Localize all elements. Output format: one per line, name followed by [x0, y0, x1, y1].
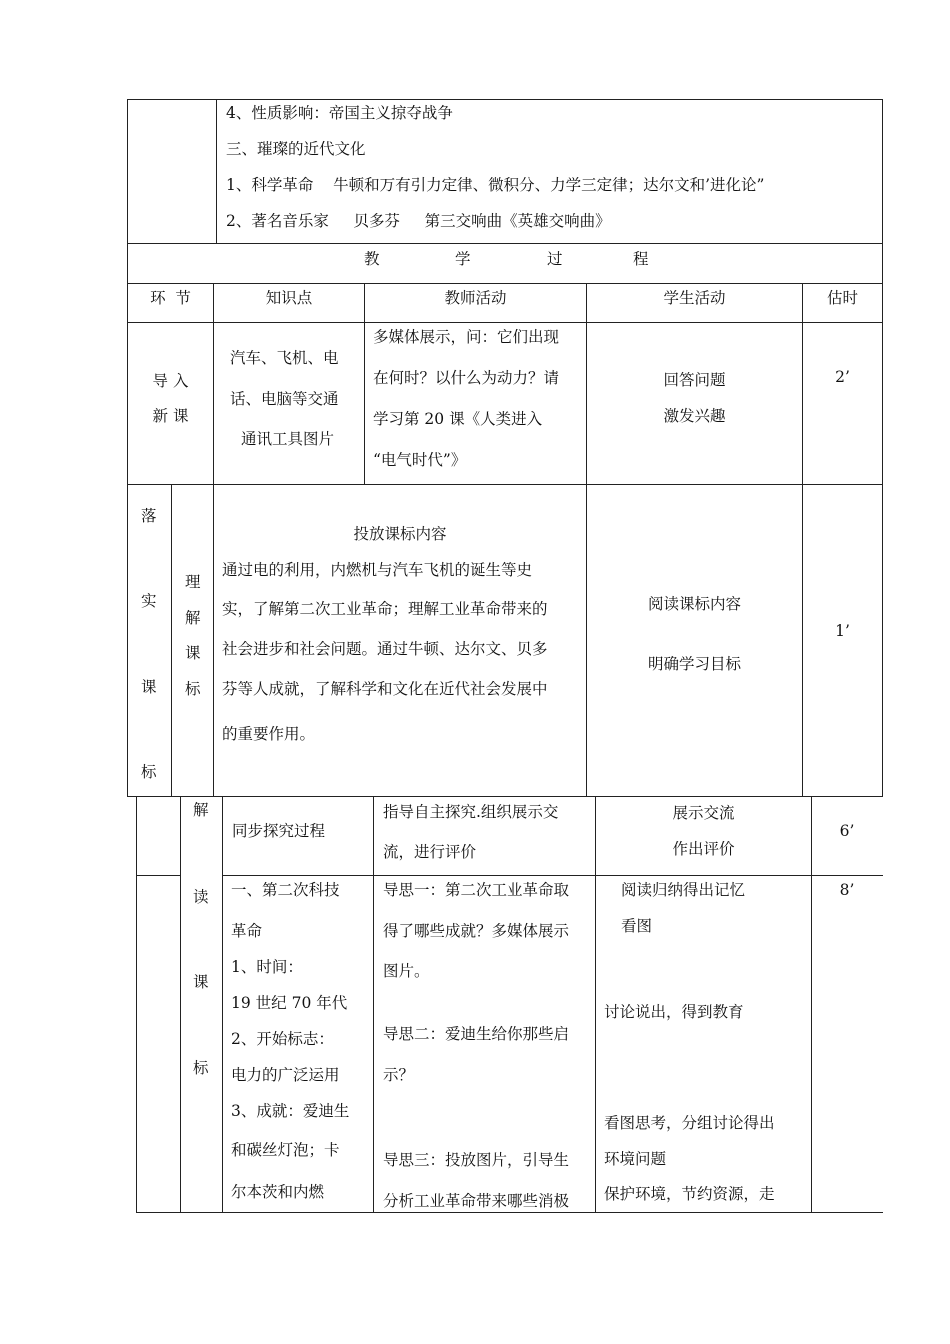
intro-knowledge-line: 汽车、飞机、电	[230, 349, 339, 367]
divider	[222, 875, 883, 876]
intro-student-line: 回答问题	[663, 371, 726, 389]
standard-outer-char: 标	[141, 763, 157, 781]
intro-teacher-line: “电气时代”》	[373, 451, 467, 469]
intro-teacher-line: 多媒体展示，问：它们出现	[373, 328, 560, 346]
divider	[180, 796, 181, 1213]
revolution-knowledge-line: 革命	[231, 922, 263, 940]
header-knowledge: 知识点	[265, 289, 313, 307]
explore-inner-char: 课	[193, 973, 209, 991]
header-stage: 环 节	[150, 289, 191, 307]
standard-student-line: 明确学习目标	[647, 655, 741, 673]
divider	[136, 796, 137, 1213]
standard-outer-char: 实	[141, 592, 157, 610]
revolution-knowledge-line: 3、成就：爱迪生	[231, 1102, 350, 1120]
intro-time: 2’	[835, 368, 850, 386]
revolution-knowledge-line: 2、开始标志：	[231, 1030, 334, 1048]
revolution-teacher-line: 导思三：投放图片，引导生	[383, 1151, 570, 1169]
intro-stage: 导 入	[152, 372, 189, 390]
revolution-student-line: 看图思考，分组讨论得出	[604, 1114, 775, 1132]
header-teacher: 教师活动	[444, 289, 507, 307]
divider	[127, 283, 883, 284]
standard-inner-char: 解	[185, 609, 201, 627]
revolution-knowledge-line: 一、第二次科技	[231, 881, 340, 899]
divider	[171, 484, 172, 797]
divider	[127, 243, 883, 244]
intro-teacher-line: 学习第 20 课《人类进入	[373, 410, 543, 428]
revolution-teacher-line: 得了哪些成就？多媒体展示	[383, 922, 570, 940]
explore-student-line: 作出评价	[672, 840, 735, 858]
divider	[586, 283, 587, 797]
revolution-time: 8’	[839, 881, 855, 899]
explore-inner-char: 标	[193, 1059, 209, 1077]
divider	[127, 322, 883, 323]
standard-outer-char: 课	[141, 678, 157, 696]
intro-knowledge-line: 话、电脑等交通	[230, 390, 339, 408]
revolution-student-line: 看图	[621, 917, 653, 935]
divider	[136, 1212, 883, 1213]
divider	[802, 283, 803, 797]
revolution-knowledge-line: 1、时间：	[231, 958, 303, 976]
revolution-student-line: 阅读归纳得出记忆	[621, 881, 746, 899]
standard-body-line: 社会进步和社会问题。通过牛顿、达尔文、贝多	[222, 640, 548, 658]
intro-teacher-line: 在何时？以什么为动力？请	[373, 369, 560, 387]
divider	[222, 796, 223, 1213]
revolution-teacher-line: 导思一：第二次工业革命取	[383, 881, 570, 899]
header-student: 学生活动	[663, 289, 726, 307]
standard-body-line: 芬等人成就，了解科学和文化在近代社会发展中	[222, 680, 548, 698]
content-line: 三、璀璨的近代文化	[226, 140, 366, 158]
revolution-teacher-line: 示？	[383, 1066, 415, 1084]
revolution-student-line: 讨论说出，得到教育	[604, 1003, 744, 1021]
intro-knowledge-line: 通讯工具图片	[241, 430, 335, 448]
explore-teacher-line: 指导自主探究.组织展示交	[383, 803, 559, 821]
revolution-teacher-line: 导思二：爱迪生给你那些启	[383, 1025, 570, 1043]
divider	[136, 875, 181, 876]
explore-time: 6’	[839, 822, 855, 840]
explore-inner-char: 解	[193, 801, 209, 819]
process-title-char: 学	[455, 250, 471, 268]
revolution-teacher-line: 图片。	[383, 962, 430, 980]
divider	[373, 796, 374, 1213]
standard-outer-char: 落	[141, 507, 157, 525]
standard-inner-char: 课	[185, 644, 201, 662]
explore-teacher-line: 流，进行评价	[383, 843, 477, 861]
process-title-char: 教	[364, 250, 380, 268]
revolution-student-line: 保护环境，节约资源，走	[604, 1185, 775, 1203]
standard-heading: 投放课标内容	[353, 525, 447, 543]
intro-stage: 新 课	[152, 407, 189, 425]
explore-inner-char: 读	[193, 888, 209, 906]
content-line: 4、性质影响：帝国主义掠夺战争	[226, 104, 453, 122]
table-border-left	[127, 99, 128, 797]
revolution-knowledge-line: 和碳丝灯泡；卡	[231, 1141, 340, 1159]
standard-body-line: 实，了解第二次工业革命；理解工业革命带来的	[222, 600, 548, 618]
intro-student-line: 激发兴趣	[663, 407, 726, 425]
standard-student-line: 阅读课标内容	[647, 595, 741, 613]
standard-inner-char: 标	[185, 680, 201, 698]
standard-body-line: 通过电的利用，内燃机与汽车飞机的诞生等史	[222, 561, 533, 579]
table-border-right	[882, 99, 883, 797]
standard-time: 1’	[835, 622, 850, 640]
divider	[127, 796, 883, 797]
revolution-knowledge-line: 电力的广泛运用	[231, 1066, 340, 1084]
content-line: 2、著名音乐家 贝多芬 第三交响曲《英雄交响曲》	[226, 212, 611, 230]
standard-inner-char: 理	[185, 573, 201, 591]
process-title-char: 程	[633, 250, 649, 268]
divider	[216, 99, 217, 244]
revolution-knowledge-line: 尔本茨和内燃	[231, 1183, 325, 1201]
table-border-top	[127, 99, 883, 100]
content-line: 1、科学革命 牛顿和万有引力定律、微积分、力学三定律；达尔文和’进化论”	[226, 176, 765, 194]
explore-knowledge: 同步探究过程	[232, 822, 326, 840]
divider	[811, 796, 812, 1213]
standard-body-line: 的重要作用。	[222, 725, 316, 743]
explore-student-line: 展示交流	[672, 804, 735, 822]
revolution-student-line: 环境问题	[604, 1150, 667, 1168]
divider	[127, 484, 883, 485]
header-time: 估时	[826, 289, 858, 307]
revolution-knowledge-line: 19 世纪 70 年代	[231, 994, 348, 1012]
revolution-teacher-line: 分析工业革命带来哪些消极	[383, 1192, 570, 1210]
process-title-char: 过	[547, 250, 563, 268]
divider	[364, 283, 365, 485]
